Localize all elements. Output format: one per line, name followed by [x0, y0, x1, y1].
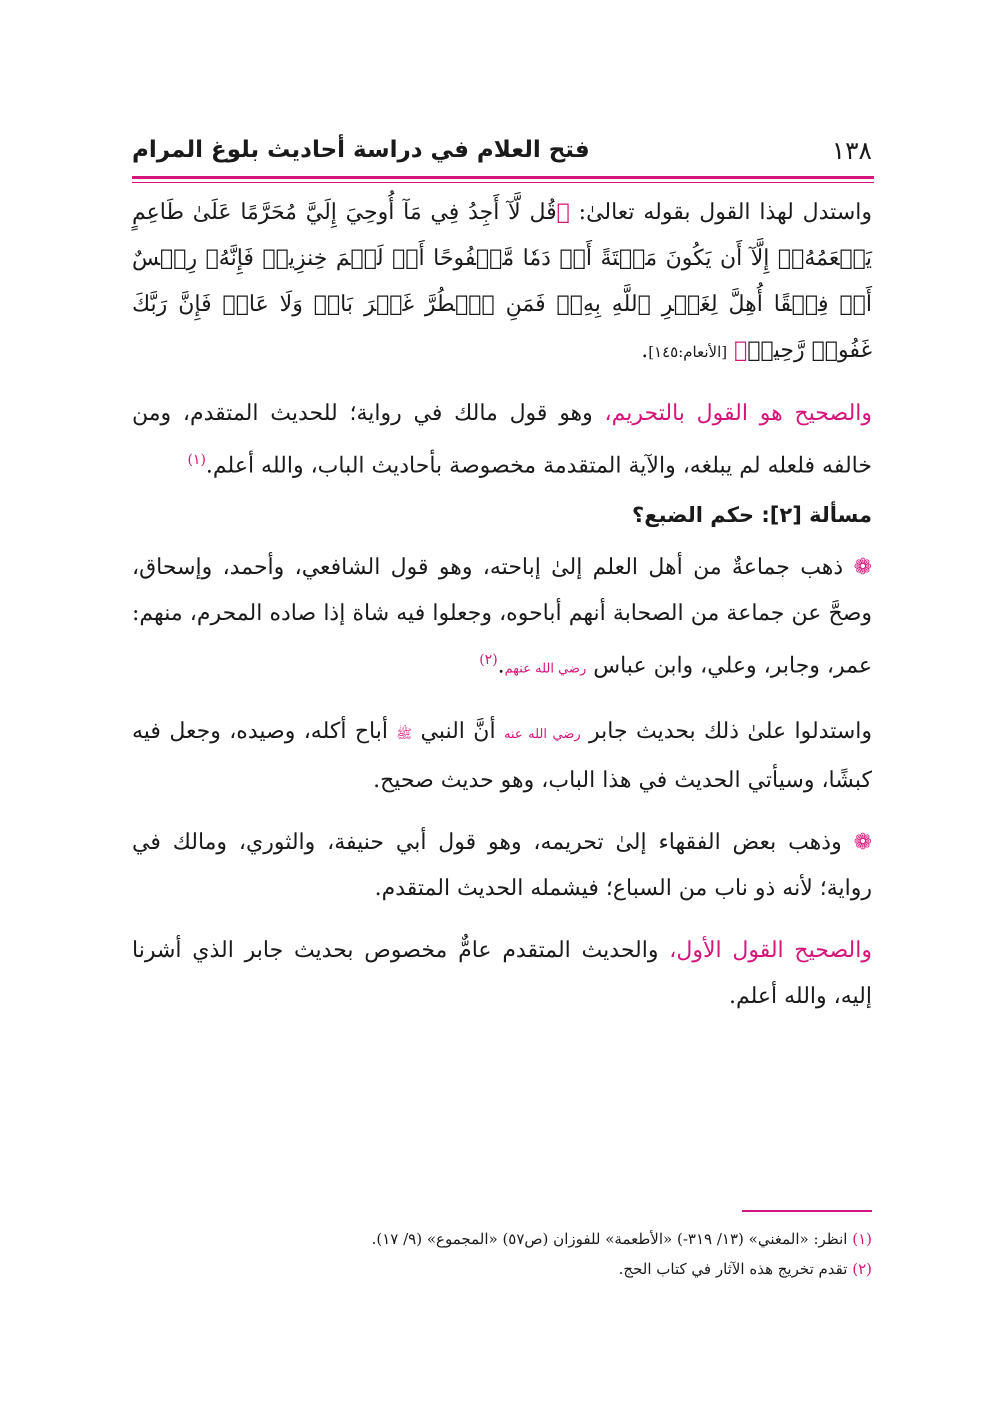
- footnotes: [132, 1224, 872, 1284]
- honorific-icon: رضي الله عنهم: [504, 661, 587, 677]
- footnote-divider: [742, 1210, 872, 1212]
- running-header: [132, 128, 872, 172]
- opinion-1-text: ذهب جماعةٌ من أهل العلم إلىٰ إباحته، وهو قول الشافعي، وأحمد، وإسحاق، وصحَّ عن جماعة من الصحابة أنهم أباحوه، وجعلوا فيه شاة إذا صاده المحرم، منهم: عمر، وجابر، وعلي، وابن عباس: [132, 555, 872, 679]
- ruling-2-text: والحديث المتقدم عامٌّ مخصوص بحديث جابر الذي أشرنا إليه، والله أعلم.: [132, 937, 872, 1009]
- issue-label: مسألة [٢]:: [761, 503, 872, 528]
- footnote-ref-1: (١): [187, 452, 206, 468]
- book-title: فتح العلام في دراسة أحاديث بلوغ المرام: [132, 137, 590, 163]
- page-number: ١٣٨: [831, 135, 872, 165]
- footnote-item: [132, 1224, 872, 1254]
- verse-close-bracket: ﴾: [734, 338, 748, 363]
- paragraph-ruling-2: [132, 928, 872, 1020]
- issue-title: حكم الضبع؟: [632, 503, 755, 528]
- flower-icon: ❁: [853, 555, 872, 581]
- verse-reference: [الأنعام:١٤٥]: [648, 343, 728, 361]
- flower-icon: ❁: [853, 829, 872, 855]
- verse-end: .: [641, 338, 649, 363]
- header-rule-thick: [132, 176, 874, 179]
- footnote-number: (٢): [852, 1260, 872, 1278]
- ruling-2-highlight: والصحيح القول الأول،: [669, 937, 872, 963]
- paragraph-opinion-2: [132, 820, 872, 912]
- evidence-part-3: أباح أكله، وصيده، وجعل فيه كبشًا، وسيأتي الحديث في هذا الباب، وهو حديث صحيح.: [132, 718, 872, 793]
- main-text: [132, 190, 872, 1020]
- paragraph-ruling-1: [132, 391, 872, 489]
- quran-verse: قُل لَّآ أَجِدُ فِي مَآ أُوحِيَ إِلَيَّ مُحَرَّمًا عَلَىٰ طَاعِمٍ يَطۡعَمُهُۥٓ إِلَّآ أَن يَكُونَ مَيۡتَةً أَوۡ دَمٗا مَّسۡفُوحًا أَوۡ لَحۡمَ خِنزِيرٖ فَإِنَّهُۥ رِجۡسٌ أَوۡ فِسۡقًا أُهِلَّ لِغَيۡرِ ٱللَّهِ بِهِۦۚ فَمَنِ ٱضۡطُرَّ غَيۡرَ بَاغٖ وَلَا عَادٖ فَإِنَّ رَبَّكَ غَفُورٞ رَّحِيمٞ: [132, 200, 872, 363]
- ruling-highlight: والصحيح هو القول بالتحريم،: [604, 401, 873, 426]
- verse-open-bracket: ﴿: [556, 200, 570, 225]
- verse-intro: واستدل لهذا القول بقوله تعالىٰ:: [578, 200, 872, 225]
- opinion-2-text: وذهب بعض الفقهاء إلىٰ تحريمه، وهو قول أبي حنيفة، والثوري، ومالك في رواية؛ لأنه ذو ناب من السباع؛ فيشمله الحديث المتقدم.: [132, 829, 872, 901]
- footnote-ref-2: (٢): [479, 652, 498, 669]
- evidence-part-1: واستدلوا علىٰ ذلك بحديث جابر: [589, 718, 873, 744]
- footnote-item: [132, 1254, 872, 1284]
- salawat-icon: ﷺ: [396, 726, 413, 742]
- paragraph-evidence: [132, 709, 872, 804]
- issue-heading: [132, 495, 872, 535]
- opinion-1-end: .: [497, 653, 505, 679]
- header-rule-thin: [132, 182, 874, 183]
- ruling-text: وهو قول مالك في رواية؛ للحديث المتقدم، ومن خالفه فلعله لم يبلغه، والآية المتقدمة مخصوصة بأحاديث الباب، والله أعلم.: [132, 401, 872, 479]
- honorific-icon: رضي الله عنه: [503, 726, 581, 742]
- footnote-text: تقدم تخريج هذه الآثار في كتاب الحج.: [618, 1260, 848, 1278]
- evidence-part-2: أنَّ النبي: [420, 718, 496, 744]
- paragraph-opinion-1: [132, 545, 872, 692]
- footnote-number: (١): [852, 1230, 872, 1248]
- paragraph-verse: [132, 190, 872, 375]
- footnote-text: انظر: «المغني» (١٣/ ٣١٩-) «الأطعمة» للفوزان (ص٥٧) «المجموع» (٩/ ١٧).: [371, 1230, 848, 1248]
